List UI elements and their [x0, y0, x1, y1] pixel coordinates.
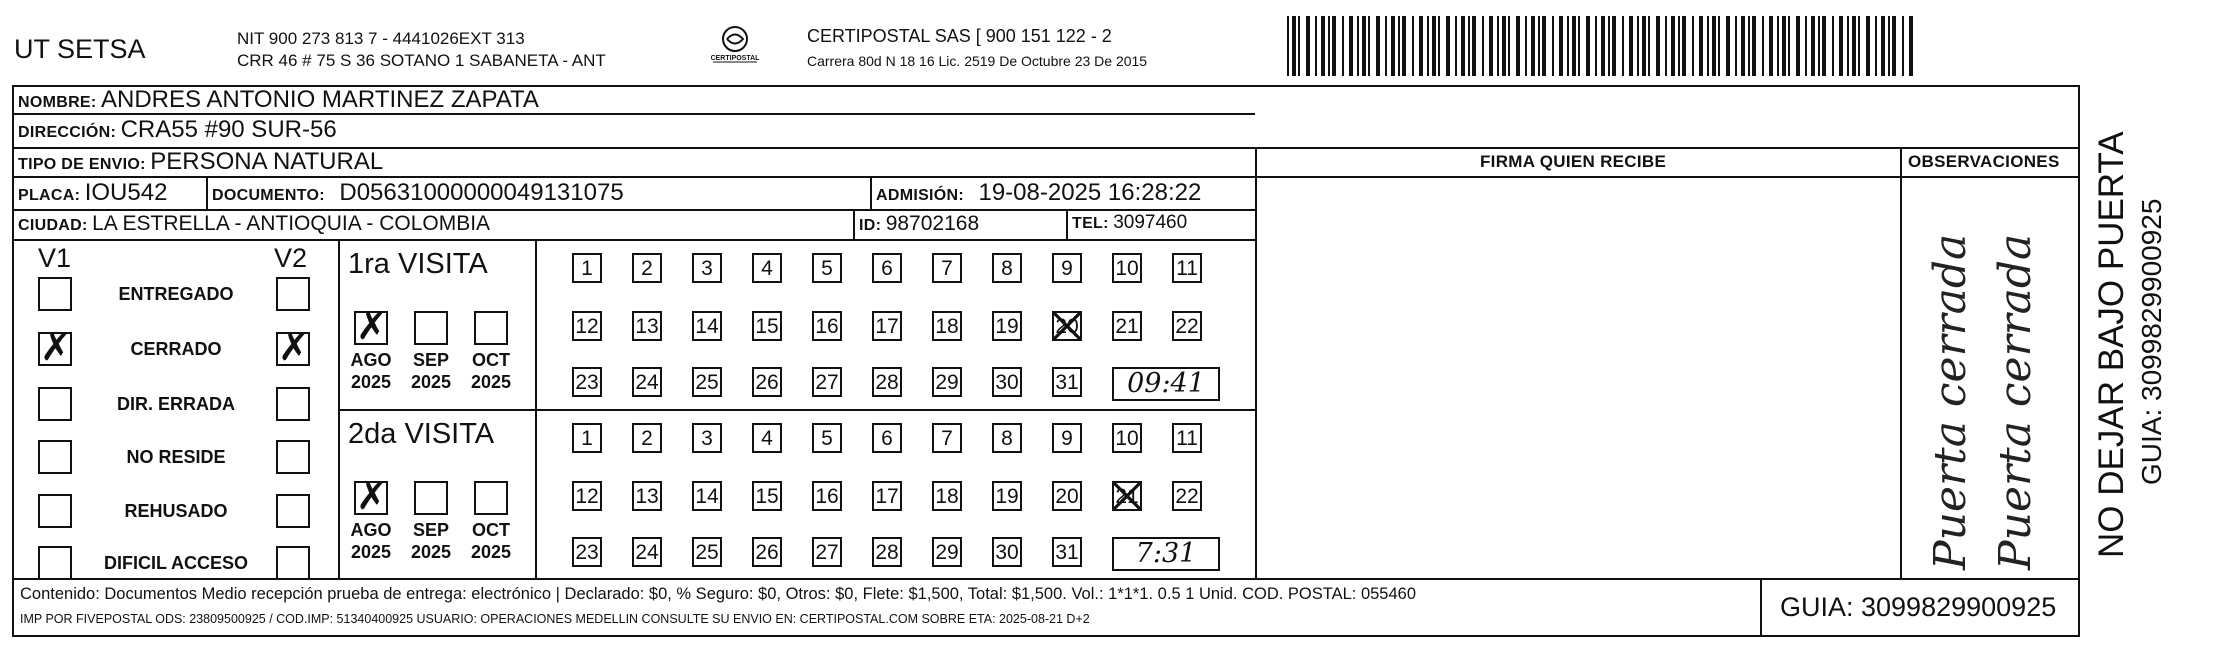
day-box[interactable]: 18 [932, 311, 962, 341]
ciudad-label: CIUDAD: [18, 217, 88, 234]
barcode-bar [1682, 16, 1686, 76]
barcode-bar [1822, 16, 1826, 76]
day-box[interactable]: 28 [872, 537, 902, 567]
v1-checkbox[interactable] [38, 494, 72, 528]
barcode-bar [1866, 16, 1870, 76]
day-box[interactable]: 25 [692, 537, 722, 567]
barcode-bar [1648, 16, 1650, 76]
barcode-bar [1342, 16, 1344, 76]
documento-value: D05631000000049131075 [339, 179, 624, 206]
day-box[interactable]: 31 [1052, 537, 1082, 567]
day-box[interactable]: 31 [1052, 367, 1082, 397]
month-checkbox[interactable] [474, 481, 508, 515]
month-name: OCT [472, 350, 510, 370]
footer-guia: GUIA: 3099829900925 [1780, 592, 2057, 622]
barcode-bar [1718, 16, 1720, 76]
day-box[interactable]: 27 [812, 367, 842, 397]
barcode-bar [1712, 16, 1716, 76]
day-box[interactable]: 12 [572, 481, 602, 511]
day-box[interactable]: 24 [632, 367, 662, 397]
month-year: 2025 [350, 372, 392, 392]
address-line: CRR 46 # 75 S 36 SOTANO 1 SABANETA - ANT [237, 51, 606, 70]
tel-field [1072, 212, 1187, 234]
day-box[interactable]: 24 [632, 537, 662, 567]
day-box[interactable]: 12 [572, 311, 602, 341]
day-box[interactable]: 17 [872, 311, 902, 341]
day-box[interactable]: 23 [572, 367, 602, 397]
barcode-bar [1637, 16, 1639, 76]
month-name: SEP [412, 520, 450, 540]
day-box[interactable]: 7 [932, 423, 962, 453]
month-name: AGO [350, 520, 392, 540]
barcode-bar [1489, 16, 1493, 76]
barcode-bar [1559, 16, 1563, 76]
barcode-bar [1902, 16, 1904, 76]
day-box[interactable]: 17 [872, 481, 902, 511]
barcode-bar [1446, 16, 1450, 76]
barcode-bar [1538, 16, 1540, 76]
status-label: ENTREGADO [118, 284, 234, 304]
day-box[interactable]: 25 [692, 367, 722, 397]
barcode-bar [1769, 16, 1773, 76]
barcode-bar [1292, 16, 1296, 76]
nombre-field [18, 86, 539, 114]
day-box[interactable]: 20 [1052, 481, 1082, 511]
day-box[interactable]: 22 [1172, 311, 1202, 341]
day-box[interactable]: 19 [992, 481, 1022, 511]
barcode-bar [1468, 16, 1470, 76]
barcode-bar [1531, 16, 1535, 76]
visit-time: 7:31 [1112, 537, 1220, 571]
side-guia: GUIA: 3099829900925 [2136, 198, 2167, 485]
firma-header: FIRMA QUIEN RECIBE [1480, 152, 1667, 171]
v2-checkbox[interactable]: ✗ [278, 327, 310, 369]
month-name: OCT [472, 520, 510, 540]
v1-checkbox[interactable] [38, 277, 72, 311]
day-box[interactable]: 2 [632, 423, 662, 453]
barcode-bar [1805, 16, 1807, 76]
v1-checkbox[interactable] [38, 440, 72, 474]
barcode-bar [1427, 16, 1429, 76]
day-box[interactable]: 1 [572, 253, 602, 283]
month-year: 2025 [470, 542, 512, 562]
admision-value: 19-08-2025 16:28:22 [978, 179, 1202, 206]
month-checkbox[interactable] [414, 481, 448, 515]
v2-checkbox[interactable] [276, 277, 310, 311]
nombre-label: NOMBRE: [18, 94, 97, 111]
barcode-bar [1368, 16, 1370, 76]
month-year: 2025 [350, 542, 392, 562]
observation-note-1: Puerta cerrada [1925, 233, 1976, 570]
barcode-bar [1629, 16, 1633, 76]
barcode-bar [1567, 16, 1569, 76]
day-box[interactable]: 29 [932, 537, 962, 567]
day-box[interactable]: 2 [632, 253, 662, 283]
barcode-bar [1788, 16, 1790, 76]
barcode-bar [1328, 16, 1330, 76]
barcode-bar [1608, 16, 1610, 76]
barcode-bar [1472, 16, 1476, 76]
barcode-bar [1692, 16, 1694, 76]
status-label: DIFICIL ACCESO [103, 553, 248, 573]
admision-label: ADMISIÓN: [876, 187, 965, 204]
day-box[interactable]: 10 [1112, 423, 1142, 453]
certipostal-line: CERTIPOSTAL SAS [ 900 151 122 - 2 [807, 26, 1112, 46]
barcode-bar [1432, 16, 1436, 76]
barcode-bar [1419, 16, 1423, 76]
direccion-value: CRA55 #90 SUR-56 [120, 116, 337, 143]
barcode-bar [1525, 16, 1527, 76]
month-checkbox[interactable]: ✗ [356, 306, 388, 348]
barcode-bar [1455, 16, 1457, 76]
barcode-bar [1398, 16, 1400, 76]
day-box[interactable]: 26 [752, 367, 782, 397]
barcode-bar [1748, 16, 1750, 76]
day-box[interactable]: 26 [752, 537, 782, 567]
barcode-bar [1881, 16, 1885, 76]
id-field [859, 212, 979, 236]
day-box[interactable]: 22 [1172, 481, 1202, 511]
placa-label: PLACA: [18, 187, 81, 204]
barcode-bar [1321, 16, 1325, 76]
placa-field [18, 179, 167, 207]
barcode-bar [1586, 16, 1590, 76]
documento-label: DOCUMENTO: [212, 187, 325, 204]
month-name: SEP [412, 350, 450, 370]
day-box[interactable]: 1 [572, 423, 602, 453]
day-box[interactable]: 14 [692, 311, 722, 341]
direccion-field [18, 116, 337, 144]
barcode-bar [1699, 16, 1703, 76]
barcode-bar [1752, 16, 1756, 76]
barcode-bar [1298, 16, 1300, 76]
barcode-bar [1726, 16, 1730, 76]
day-box[interactable]: 15 [752, 481, 782, 511]
barcode-bar [1578, 16, 1580, 76]
tipo-label: TIPO DE ENVIO: [18, 156, 146, 173]
license-line: Carrera 80d N 18 16 Lic. 2519 De Octubre 23 De 2015 [807, 53, 1148, 69]
company-name: UT SETSA [14, 34, 146, 64]
barcode-bar [1497, 16, 1499, 76]
month-label [343, 349, 399, 393]
visit-title: 2da VISITA [348, 418, 495, 450]
barcode-bar [1782, 16, 1786, 76]
barcode-bar [1678, 16, 1680, 76]
barcode-bar [1482, 16, 1484, 76]
month-checkbox[interactable]: ✗ [356, 476, 388, 518]
day-box[interactable]: 4 [752, 253, 782, 283]
day-box[interactable]: 18 [932, 481, 962, 511]
barcode-bar [1595, 16, 1597, 76]
barcode-bar [1391, 16, 1395, 76]
ciudad-field [18, 212, 490, 236]
day-box[interactable]: 13 [632, 481, 662, 511]
barcode-bar [1796, 16, 1800, 76]
month-label [343, 519, 399, 563]
barcode-bar [1438, 16, 1440, 76]
day-box[interactable]: 10 [1112, 253, 1142, 283]
day-box[interactable]: 16 [812, 311, 842, 341]
day-box[interactable]: 15 [752, 311, 782, 341]
barcode-bar [1839, 16, 1843, 76]
day-box[interactable]: 11 [1172, 423, 1202, 453]
barcode-bar [1516, 16, 1520, 76]
day-box[interactable]: 6 [872, 253, 902, 283]
day-box[interactable]: 3 [692, 253, 722, 283]
barcode-bar [1502, 16, 1506, 76]
barcode-bar [1909, 16, 1913, 76]
barcode-bar [1412, 16, 1414, 76]
day-box[interactable]: 8 [992, 423, 1022, 453]
barcode-bar [1332, 16, 1336, 76]
barcode-bar [1542, 16, 1546, 76]
day-box[interactable]: 20 [1052, 311, 1082, 341]
day-box[interactable]: 23 [572, 537, 602, 567]
day-box[interactable]: 9 [1052, 423, 1082, 453]
barcode-bar [1612, 16, 1616, 76]
v1-label: V1 [38, 243, 72, 273]
month-label [463, 349, 519, 393]
barcode-bar [1707, 16, 1709, 76]
barcode-bar [1315, 16, 1317, 76]
observaciones-header: OBSERVACIONES [1908, 152, 2060, 171]
day-box[interactable]: 27 [812, 537, 842, 567]
barcode-bar [1508, 16, 1510, 76]
logo-text: CERTIPOSTAL [710, 55, 760, 62]
day-box[interactable]: 30 [992, 537, 1022, 567]
day-box[interactable]: 11 [1172, 253, 1202, 283]
v2-checkbox[interactable] [276, 440, 310, 474]
status-label: CERRADO [130, 339, 222, 359]
tipo-value: PERSONA NATURAL [150, 148, 384, 175]
month-label [403, 349, 459, 393]
month-label [403, 519, 459, 563]
day-box[interactable]: 4 [752, 423, 782, 453]
v2-checkbox[interactable] [276, 494, 310, 528]
day-box[interactable]: 5 [812, 423, 842, 453]
barcode [1287, 16, 1925, 76]
barcode-bar [1762, 16, 1764, 76]
day-box[interactable]: 8 [992, 253, 1022, 283]
visit-time: 09:41 [1112, 367, 1220, 401]
day-box[interactable]: 6 [872, 423, 902, 453]
barcode-bar [1656, 16, 1660, 76]
barcode-bar [1832, 16, 1834, 76]
visit-title: 1ra VISITA [348, 248, 488, 280]
barcode-bar [1735, 16, 1737, 76]
day-box[interactable]: 14 [692, 481, 722, 511]
month-checkbox[interactable] [474, 311, 508, 345]
footer-imp: IMP POR FIVEPOSTAL ODS: 23809500925 / COD.IMP: 51340400925 USUARIO: OPERACIONES MEDELLIN CONSULTE SU ENVIO EN: CERTIPOSTAL.COM SOBRE ETA: 2025-08-21 D+2 [20, 612, 1090, 626]
barcode-bar [1349, 16, 1353, 76]
barcode-bar [1741, 16, 1745, 76]
status-label: REHUSADO [124, 501, 228, 521]
barcode-bar [1852, 16, 1856, 76]
v2-checkbox[interactable] [276, 546, 310, 580]
status-label: NO RESIDE [126, 447, 226, 467]
tipo-field [18, 148, 383, 176]
status-label: DIR. ERRADA [116, 394, 235, 414]
id-value: 98702168 [885, 212, 980, 235]
v2-checkbox[interactable] [276, 387, 310, 421]
certipostal-logo [705, 22, 765, 72]
footer-contenido: Contenido: Documentos Medio recepción prueba de entrega: electrónico | Declarado: $0, % Seguro: $0, Otros: $0, Flete: $1,500, Total: $1,500. Vol.: 1*1*1. 0.5 1 Unid. COD. POSTAL: 055460 [20, 585, 1417, 603]
barcode-bar [1818, 16, 1820, 76]
nombre-value: ANDRES ANTONIO MARTINEZ ZAPATA [101, 86, 539, 113]
observation-note-2: Puerta cerrada [1990, 233, 2041, 570]
barcode-bar [1461, 16, 1465, 76]
barcode-bar [1376, 16, 1380, 76]
v1-checkbox[interactable] [38, 387, 72, 421]
barcode-bar [1875, 16, 1877, 76]
month-year: 2025 [410, 542, 452, 562]
day-box[interactable]: 19 [992, 311, 1022, 341]
tel-value: 3097460 [1113, 212, 1188, 233]
barcode-bar [1287, 16, 1289, 76]
barcode-bar [1888, 16, 1890, 76]
day-box[interactable]: 9 [1052, 253, 1082, 283]
no-dejar-bajo-puerta: NO DEJAR BAJO PUERTA [2092, 131, 2131, 558]
barcode-bar [1601, 16, 1605, 76]
barcode-bar [1892, 16, 1896, 76]
barcode-bar [1642, 16, 1646, 76]
barcode-bar [1777, 16, 1779, 76]
barcode-bar [1572, 16, 1576, 76]
barcode-bar [1362, 16, 1366, 76]
day-box[interactable]: 21 [1112, 311, 1142, 341]
month-year: 2025 [470, 372, 512, 392]
barcode-bar [1811, 16, 1815, 76]
barcode-bar [1552, 16, 1554, 76]
id-label: ID: [859, 217, 882, 234]
admision-field [876, 179, 1201, 207]
barcode-bar [1671, 16, 1675, 76]
day-box[interactable]: 28 [872, 367, 902, 397]
v1-checkbox[interactable] [38, 546, 72, 580]
barcode-bar [1858, 16, 1860, 76]
month-name: AGO [350, 350, 392, 370]
day-box[interactable]: 3 [692, 423, 722, 453]
month-checkbox[interactable] [414, 311, 448, 345]
barcode-bar [1402, 16, 1406, 76]
barcode-bar [1357, 16, 1359, 76]
barcode-bar [1665, 16, 1667, 76]
month-year: 2025 [410, 372, 452, 392]
day-box[interactable]: 21 [1112, 481, 1142, 511]
direccion-label: DIRECCIÓN: [18, 124, 117, 141]
documento-field [212, 179, 624, 207]
day-box[interactable]: 30 [992, 367, 1022, 397]
day-box[interactable]: 16 [812, 481, 842, 511]
nit-line: NIT 900 273 813 7 - 4441026EXT 313 [237, 29, 525, 48]
ciudad-value: LA ESTRELLA - ANTIOQUIA - COLOMBIA [92, 212, 491, 235]
barcode-bar [1622, 16, 1624, 76]
v1-checkbox[interactable]: ✗ [40, 327, 72, 369]
day-box[interactable]: 29 [932, 367, 962, 397]
day-box[interactable]: 5 [812, 253, 842, 283]
placa-value: IOU542 [84, 179, 168, 206]
barcode-bar [1385, 16, 1387, 76]
tel-label: TEL: [1072, 215, 1109, 232]
v2-label: V2 [274, 243, 308, 273]
month-label [463, 519, 519, 563]
barcode-bar [1847, 16, 1849, 76]
day-box[interactable]: 13 [632, 311, 662, 341]
day-box[interactable]: 7 [932, 253, 962, 283]
barcode-bar [1306, 16, 1310, 76]
